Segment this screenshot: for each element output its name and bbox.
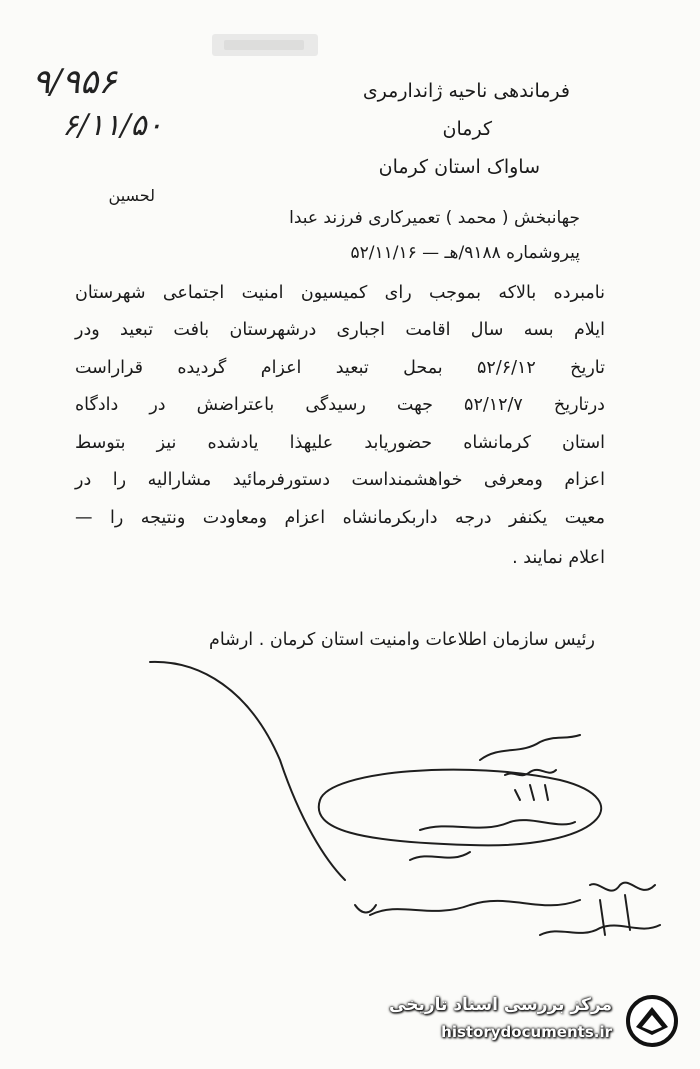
subject-name-tail: لحسین bbox=[108, 186, 155, 205]
addressee-gendarmerie: فرماندهی ناحیه ژاندارمری bbox=[362, 80, 570, 102]
archive-title: مرکز بررسی اسناد تاریخی bbox=[389, 995, 612, 1015]
archive-url[interactable]: historydocuments.ir bbox=[441, 1023, 612, 1041]
body-line: درتاریخ ۵۲/۱۲/۷ جهت رسیدگی باعتراضش در دادگاه bbox=[75, 395, 605, 415]
addressee-savak: ساواک استان کرمان bbox=[378, 156, 540, 178]
addressee-city: کرمان bbox=[442, 118, 492, 140]
handwritten-number: ۹/۹۵۶ bbox=[32, 62, 117, 102]
archive-logo bbox=[382, 991, 682, 1051]
body-line: معیت یکنفر درجه داربکرمانشاه اعزام ومعاودت ونتیجه را — bbox=[75, 508, 605, 528]
body-line: نامبرده بالاکه بموجب رای کمیسیون امنیت اجتماعی شهرستان bbox=[75, 283, 605, 303]
reference-number: پیروشماره ۹۱۸۸/هـ — ۵۲/۱۱/۱۶ bbox=[350, 243, 580, 263]
subject-name: جهانبخش ( محمد ) تعمیرکاری فرزند عبدا bbox=[289, 208, 580, 228]
body-line: ایلام بسه سال اقامت اجباری درشهرستان بافت تبعید ودر bbox=[75, 320, 605, 340]
body-line-last: اعلام نمایند . bbox=[512, 548, 605, 568]
handwritten-date: ۶/۱۱/۵۰ bbox=[62, 108, 163, 143]
body-line: استان کرمانشاه حضوریابد علیهذا یادشده نیز بتوسط bbox=[75, 433, 605, 453]
signature-line: رئیس سازمان اطلاعات وامنیت استان کرمان . ارشام bbox=[208, 630, 595, 650]
body-line: تاریخ ۵۲/۶/۱۲ بمحل تبعید اعزام گردیده قراراست bbox=[75, 358, 605, 378]
body-line: اعزام ومعرفی خواهشمنداست دستورفرمائید مشارالیه را در bbox=[75, 470, 605, 490]
archive-logo-icon bbox=[622, 991, 682, 1051]
